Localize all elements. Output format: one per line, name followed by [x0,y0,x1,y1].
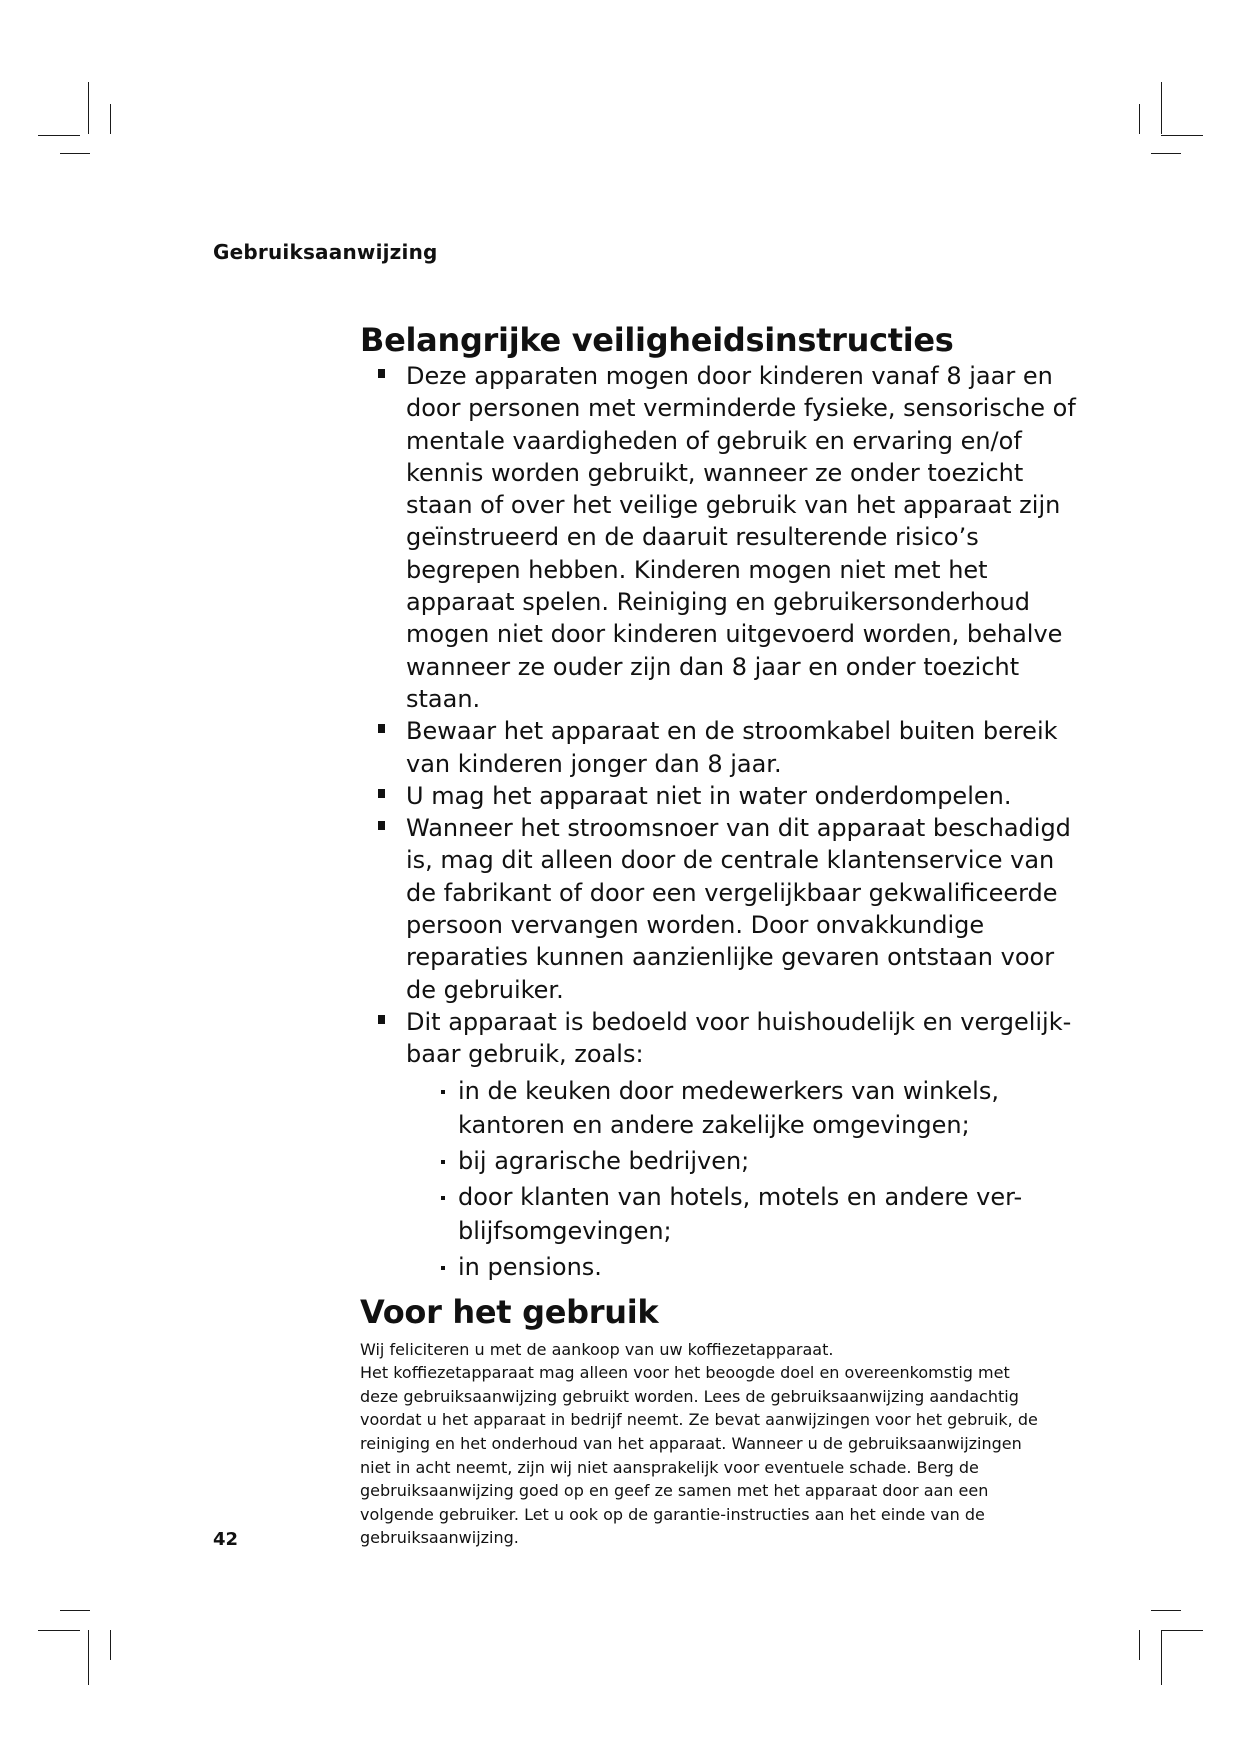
page-number: 42 [213,1529,239,1550]
dot-bullet-icon [441,1196,445,1200]
crop-mark [88,82,89,134]
list-item [378,360,1080,715]
crop-mark [1161,82,1162,134]
sub-list-item [438,1250,1080,1284]
crop-mark [1161,135,1203,136]
crop-mark [1151,1610,1181,1611]
crop-mark [38,1630,80,1631]
sub-list-item [438,1074,1080,1142]
crop-mark [110,1630,111,1660]
section-title-before-use: Voor het gebruik [360,1292,659,1331]
crop-mark [1161,1630,1203,1631]
dot-bullet-icon [441,1090,445,1094]
sub-list-item [438,1180,1080,1248]
square-bullet-icon [378,1015,385,1024]
dot-bullet-icon [441,1160,445,1164]
list-item-text: Bewaar het apparaat en de stroomkabel buiten bereik van kinderen jonger dan 8 jaar. [406,717,1058,778]
list-item [378,812,1080,1006]
crop-mark [110,104,111,134]
sub-list-item [438,1144,1080,1178]
safety-bullet-list [360,360,1080,1284]
intro-paragraph: Wij feliciteren u met de aankoop van uw koffiezetapparaat. [360,1339,834,1359]
crop-mark [1151,153,1181,154]
list-item-text: Deze apparaten mogen door kinderen vanaf 8 jaar en door personen met verminderde fysieke, sensorische of mentale vaardigheden of gebruik en ervaring en/of kennis worden gebruikt, wanneer ze onder toezicht staan of over het veilige gebruik van het apparaat zijn geïnstrueerd en de daaruit resulterende risico’s begrepen hebben. Kinderen mogen niet met het apparaat spelen. Reiniging en gebruikersonderhoud mogen niet door kinderen uitgevoerd worden, behalve wanneer ze ouder zijn dan 8 jaar en onder toezicht staan. [406,362,1076,713]
crop-mark [1161,1630,1162,1685]
square-bullet-icon [378,724,385,733]
square-bullet-icon [378,369,385,378]
body-paragraph: Het koffiezetapparaat mag alleen voor het beoogde doel en overeenkomstig met deze gebruiksaanwijzing gebruikt worden. Lees de gebruiksaanwijzing aandachtig voordat u het apparaat in bedrijf neemt. Ze bevat aanwijzingen voor het gebruik, de reiniging en het onderhoud van het apparaat. Wanneer u de gebruiksaanwijzingen niet in acht neemt, zijn wij niet aansprakelijk voor eventuele schade. Berg de gebruiksaanwijzing goed op en geef ze samen met het apparaat door aan een volgende gebruiker. Let u ook op de garantie-instructies aan het einde van de gebruiksaanwijzing. [360,1363,1038,1548]
crop-mark [1139,104,1140,134]
sub-list-item-text: door klanten van hotels, motels en andere ver-blijfsomgevingen; [458,1182,1023,1245]
before-use-body [360,1338,1040,1550]
sub-list-item-text: in de keuken door medewerkers van winkels, kantoren en andere zakelijke omgevingen; [458,1076,999,1139]
main-content [360,320,1080,1550]
section-title-safety: Belangrijke veiligheidsinstructies [360,321,954,359]
square-bullet-icon [378,821,385,830]
running-header: Gebruiksaanwijzing [213,240,438,264]
usage-sub-list [406,1074,1080,1284]
crop-mark [88,1630,89,1685]
crop-mark [38,135,80,136]
sub-list-item-text: bij agrarische bedrijven; [458,1146,750,1175]
list-item-text: Wanneer het stroomsnoer van dit apparaat beschadigd is, mag dit alleen door de centrale klantenservice van de fabrikant of door een vergelijkbaar gekwalificeerde persoon vervangen worden. Door onvakkundige reparaties kunnen aanzienlijke gevaren ontstaan voor de gebruiker. [406,814,1071,1004]
list-item-text: U mag het apparaat niet in water onderdompelen. [406,781,1012,810]
sub-list-item-text: in pensions. [458,1252,602,1281]
list-item [378,1006,1080,1284]
crop-mark [1139,1630,1140,1660]
list-item-text: Dit apparaat is bedoeld voor huishoudelijk en vergelijk-baar gebruik, zoals: [406,1007,1072,1069]
dot-bullet-icon [441,1266,445,1270]
crop-mark [60,1610,90,1611]
crop-mark [60,153,90,154]
list-item [378,780,1080,812]
list-item [378,715,1080,780]
square-bullet-icon [378,789,385,798]
